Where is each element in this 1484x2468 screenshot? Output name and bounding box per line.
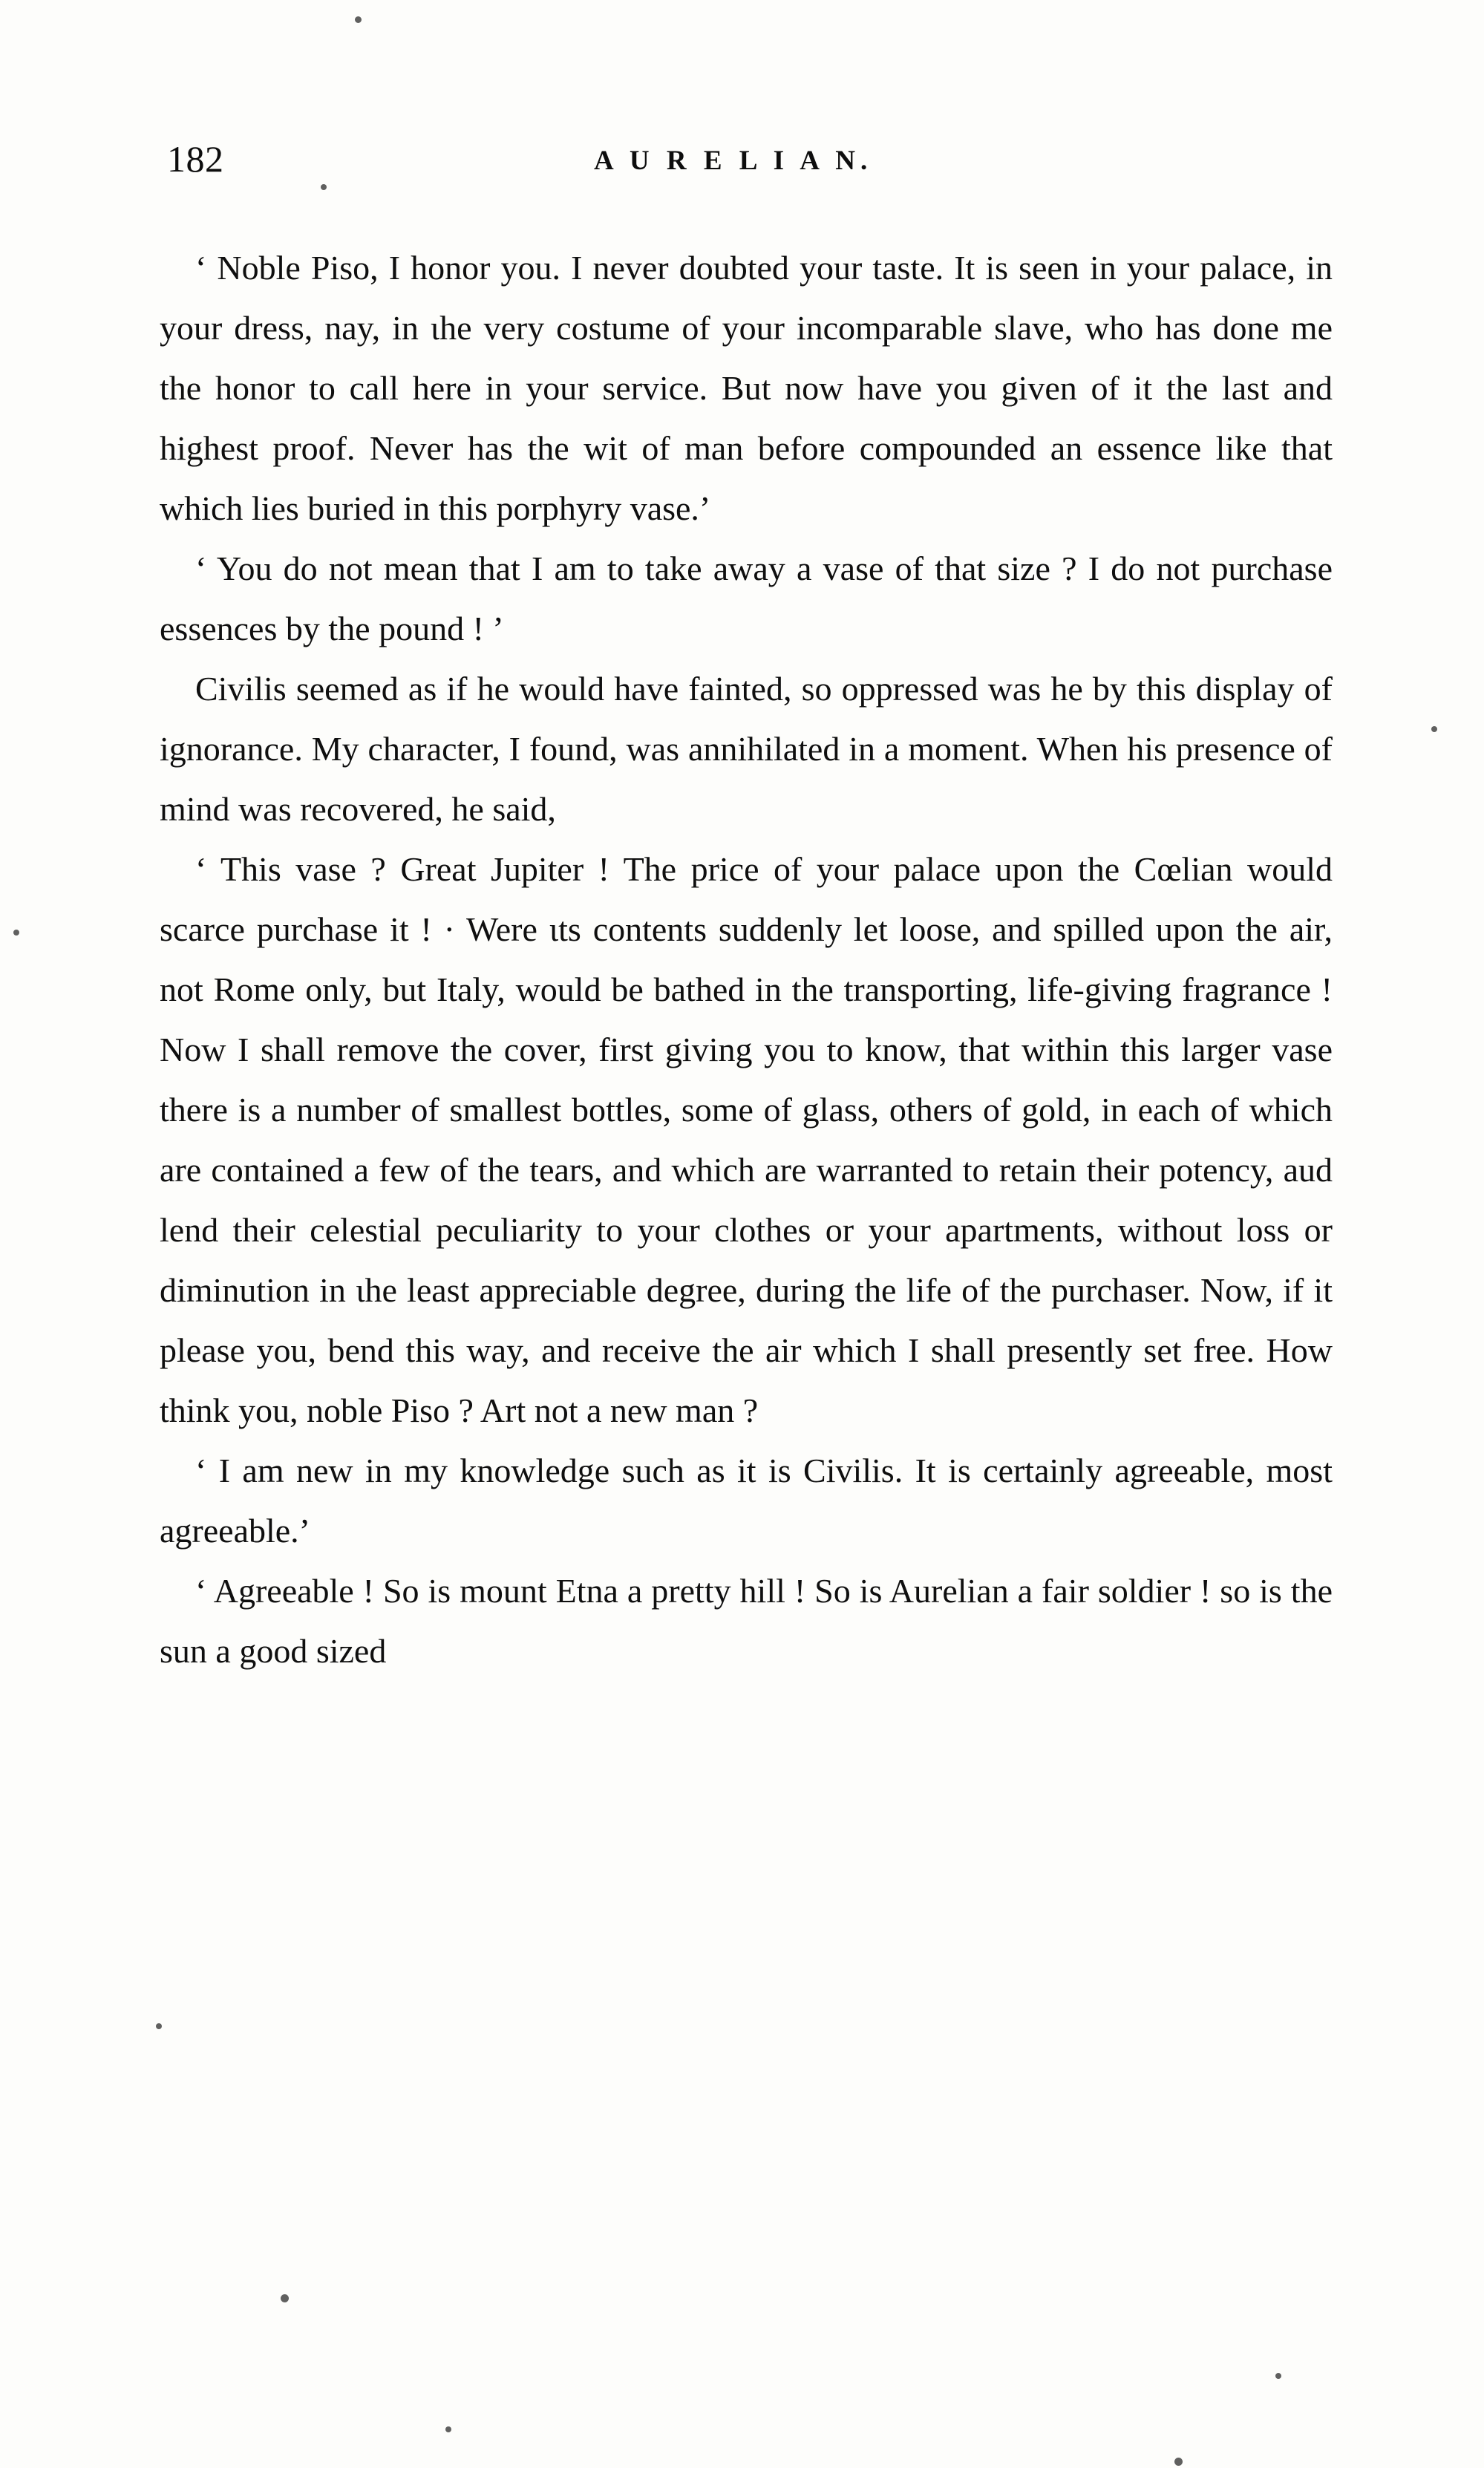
page-speck — [321, 184, 327, 190]
paragraph: ‘ Agreeable ! So is mount Etna a pretty hill ! So is Aurelian a fair soldier ! so is the sun a good sized — [160, 1572, 1333, 1670]
page-speck — [1431, 726, 1437, 732]
body-text — [160, 238, 1333, 1681]
page-speck — [445, 2426, 451, 2432]
running-head — [0, 137, 1484, 189]
page-speck — [1275, 2373, 1281, 2379]
page-number: 182 — [167, 138, 224, 180]
paragraph: ‘ I am new in my knowledge such as it is Civilis. It is certainly agreeable, most agreeable.’ — [160, 1452, 1333, 1550]
page-speck — [13, 930, 19, 936]
page-speck — [156, 2023, 162, 2029]
paragraph: ‘ This vase ? Great Jupiter ! The price of your palace upon the Cœlian would scarce purchase it ! · Were ιts contents suddenly let loose, and spilled upon the air, not Rome only, but Italy, would be bathed in the transporting, life-giving fragrance ! Now I shall remove the cover, first giving you to know, that within this larger vase there is a number of smallest bottles, some of glass, others of gold, in each of which are contained a few of the tears, and which are warranted to retain their potency, aud lend their celestial peculiarity to your clothes or your apartments, without loss or diminution in ιhe least appreciable degree, during the life of the purchaser. Now, if it please you, bend this way, and receive the air which I shall presently set free. How think you, noble Piso ? Art not a new man ? — [160, 850, 1333, 1429]
paragraph: ‘ You do not mean that I am to take away a vase of that size ? I do not purchase essences by the pound ! ’ — [160, 549, 1333, 647]
page-speck — [1174, 2458, 1183, 2466]
page-speck — [355, 16, 362, 23]
paragraph: Civilis seemed as if he would have fainted, so oppressed was he by this display of ignorance. My character, I found, was annihilated in a moment. When his presence of mind was recovered, he said, — [160, 670, 1333, 828]
book-title: A U R E L I A N. — [594, 146, 873, 176]
paragraph: ‘ Noble Piso, I honor you. I never doubted your taste. It is seen in your palace, in your dress, nay, in ιhe very costume of your incomparable slave, who has done me the honor to call here in your service. But now have you given of it the last and highest proof. Never has the wit of man before compounded an essence like that which lies buried in this porphyry vase.’ — [160, 249, 1333, 527]
page-speck — [281, 2294, 289, 2302]
